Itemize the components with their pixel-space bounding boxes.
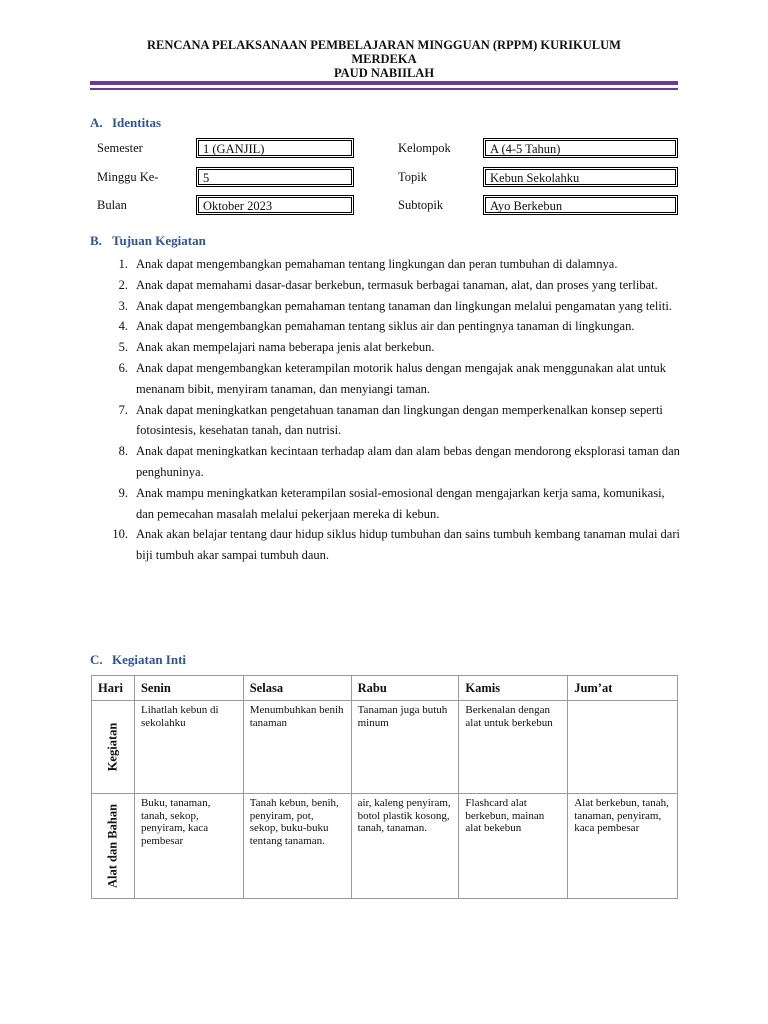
table-cell: Lihatlah kebun di sekolahku [134,701,243,794]
table-header-row [92,676,678,701]
header-jumat: Jum’at [568,676,678,701]
list-item-text: Anak dapat mengembangkan pemahaman tentang tanaman dan lingkungan melalui pengamatan yang teliti. [136,298,672,313]
list-item [110,524,680,566]
list-item-text: Anak dapat memahami dasar-dasar berkebun, termasuk berbagai tanaman, alat, dan proses yang terlibat. [136,277,658,292]
list-item-text: Anak mampu meningkatkan keterampilan sosial-emosional dengan mengajarkan kerja sama, komunikasi, dan pemecahan masalah melalui pekerjaan mereka di kebun. [136,485,665,521]
header-divider-thick [90,81,678,85]
header-senin: Senin [134,676,243,701]
list-item-number: 9. [118,485,128,500]
title-line-1: RENCANA PELAKSANAAN PEMBELAJARAN MINGGUAN (RPPM) KURIKULUM [147,38,621,52]
list-item [110,358,680,400]
list-item [110,296,680,317]
list-item-text: Anak dapat mengembangkan keterampilan motorik halus dengan mengajak anak menggunakan alat untuk menanam bibit, menyiram tanaman, dan menyiangi taman. [136,360,667,396]
document-title [90,38,678,80]
list-item-number: 8. [118,444,128,459]
tujuan-list [110,254,680,566]
list-item-text: Anak akan belajar tentang daur hidup siklus hidup tumbuhan dan sains tumbuh kembang tanaman mulai dari biji tumbuh akar sampai tumbuh daun. [136,527,680,563]
subtopik-label: Subtopik [398,198,444,212]
bulan-label: Bulan [97,198,127,212]
table-cell: Flashcard alat berkebun, mainan alat bekebun [459,794,568,899]
table-cell: Tanah kebun, benih, penyiram, pot, sekop, buku-buku tentang tanaman. [243,794,351,899]
title-line-2: MERDEKA [351,52,417,66]
list-item-text: Anak akan mempelajari nama beberapa jenis alat berkebun. [136,340,435,355]
minggu-value: 5 [196,167,354,187]
header-divider-thin [90,88,678,90]
table-cell: Berkenalan dengan alat untuk berkebun [459,701,568,794]
list-item-number: 3. [118,298,128,313]
bulan-value: Oktober 2023 [196,195,354,215]
list-item-number: 4. [118,319,128,334]
minggu-label: Minggu Ke- [97,170,159,184]
table-cell: Alat berkebun, tanah, tanaman, penyiram, kaca pembesar [568,794,678,899]
row-label-alat-bahan [92,794,135,899]
table-cell: Menumbuhkan benih tanaman [243,701,351,794]
topik-label: Topik [398,170,427,184]
list-item [110,337,680,358]
subtopik-value: Ayo Berkebun [483,195,678,215]
list-item-number: 7. [118,402,128,417]
row-label-text: Kegiatan [105,722,120,772]
list-item-number: 5. [118,340,128,355]
list-item-number: 10. [112,527,128,542]
table-cell: Tanaman juga butuh minum [351,701,459,794]
list-item-number: 2. [118,277,128,292]
list-item [110,441,680,483]
section-c-letter: C. [90,652,103,667]
semester-value: 1 (GANJIL) [196,138,354,158]
table-row [92,794,678,899]
section-b-title: Tujuan Kegiatan [112,233,206,248]
section-c-heading [90,652,186,668]
section-c-title: Kegiatan Inti [112,652,187,667]
kelompok-label: Kelompok [398,141,451,155]
list-item-number: 1. [118,257,128,271]
list-item-text: Anak dapat meningkatkan kecintaan terhadap alam dan alam bebas dengan mendorong eksplorasi taman dan penghuninya. [136,444,680,479]
section-b-heading [90,233,206,249]
list-item-text: Anak dapat mengembangkan pemahaman tentang lingkungan dan peran tumbuhan di dalamnya. [136,257,618,271]
table-cell [568,701,678,794]
row-label-text: Alat dan Bahan [105,803,120,889]
list-item [110,400,680,442]
header-hari: Hari [92,676,135,701]
list-item-number: 6. [118,360,128,375]
section-a-title: Identitas [112,115,162,130]
header-kamis: Kamis [459,676,568,701]
kelompok-value: A (4-5 Tahun) [483,138,678,158]
kegiatan-inti-table [91,675,678,899]
list-item-text: Anak dapat meningkatkan pengetahuan tanaman dan lingkungan dengan memperkenalkan konsep seperti fotosintesis, kesehatan tanah, dan nutrisi. [136,402,663,438]
row-label-kegiatan [92,701,135,794]
list-item-text: Anak dapat mengembangkan pemahaman tentang siklus air dan pentingnya tanaman di lingkungan. [136,319,635,334]
header-selasa: Selasa [243,676,351,701]
header-rabu: Rabu [351,676,459,701]
list-item [110,316,680,337]
table-cell: air, kaleng penyiram, botol plastik kosong, tanah, tanaman. [351,794,459,899]
section-a-heading [90,115,161,131]
title-line-3: PAUD NABIILAH [333,66,435,80]
list-item [110,254,680,275]
semester-label: Semester [97,141,143,155]
table-cell: Buku, tanaman, tanah, sekop, penyiram, kaca pembesar [134,794,243,899]
table-row [92,701,678,794]
section-b-letter: B. [90,233,102,248]
list-item [110,275,680,296]
topik-value: Kebun Sekolahku [483,167,678,187]
section-a-letter: A. [90,115,103,130]
list-item [110,483,680,525]
